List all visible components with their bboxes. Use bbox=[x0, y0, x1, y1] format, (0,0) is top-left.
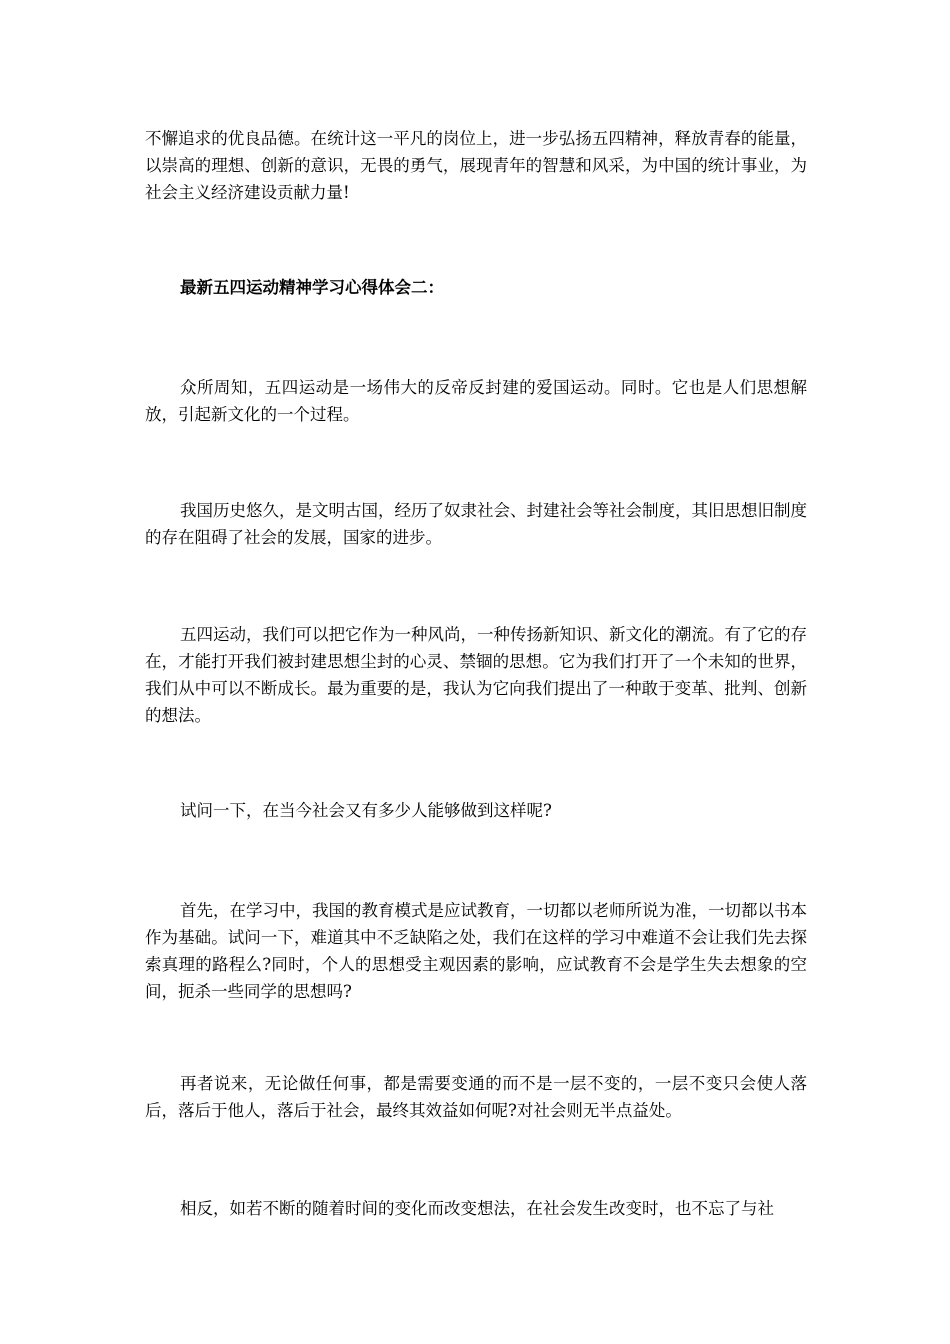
paragraph-7: 相反，如若不断的随着时间的变化而改变想法，在社会发生改变时，也不忘了与社 bbox=[180, 1199, 774, 1218]
section-heading: 最新五四运动精神学习心得体会二： bbox=[180, 278, 444, 297]
paragraph-5: 首先，在学习中，我国的教育模式是应试教育，一切都以老师所说为准，一切都以书本作为基础。试问一下，难道其中不乏缺陷之处，我们在这样的学习中难道不会让我们先去探索真理的路程么?同时，个人的思想受主观因素的影响，应试教育不会是学生失去想象的空间，扼杀一些同学的思想吗? bbox=[145, 901, 807, 1001]
paragraph-2: 我国历史悠久，是文明古国，经历了奴隶社会、封建社会等社会制度，其旧思想旧制度的存在阻碍了社会的发展，国家的进步。 bbox=[145, 501, 807, 547]
paragraph-3: 五四运动，我们可以把它作为一种风尚，一种传扬新知识、新文化的潮流。有了它的存在，才能打开我们被封建思想尘封的心灵、禁锢的思想。它为我们打开了一个未知的世界，我们从中可以不断成长。最为重要的是，我认为它向我们提出了一种敢于变革、批判、创新的想法。 bbox=[145, 625, 807, 725]
paragraph-6: 再者说来，无论做任何事，都是需要变通的而不是一层不变的，一层不变只会使人落后，落后于他人，落后于社会，最终其效益如何呢?对社会则无半点益处。 bbox=[145, 1074, 807, 1120]
paragraph-continued: 不懈追求的优良品德。在统计这一平凡的岗位上，进一步弘扬五四精神，释放青春的能量，以崇高的理想、创新的意识，无畏的勇气，展现青年的智慧和风采，为中国的统计事业，为社会主义经济建设贡献力量! bbox=[145, 129, 807, 202]
paragraph-4: 试问一下，在当今社会又有多少人能够做到这样呢? bbox=[180, 801, 552, 820]
paragraph-1: 众所周知，五四运动是一场伟大的反帝反封建的爱国运动。同时。它也是人们思想解放，引起新文化的一个过程。 bbox=[145, 378, 807, 424]
